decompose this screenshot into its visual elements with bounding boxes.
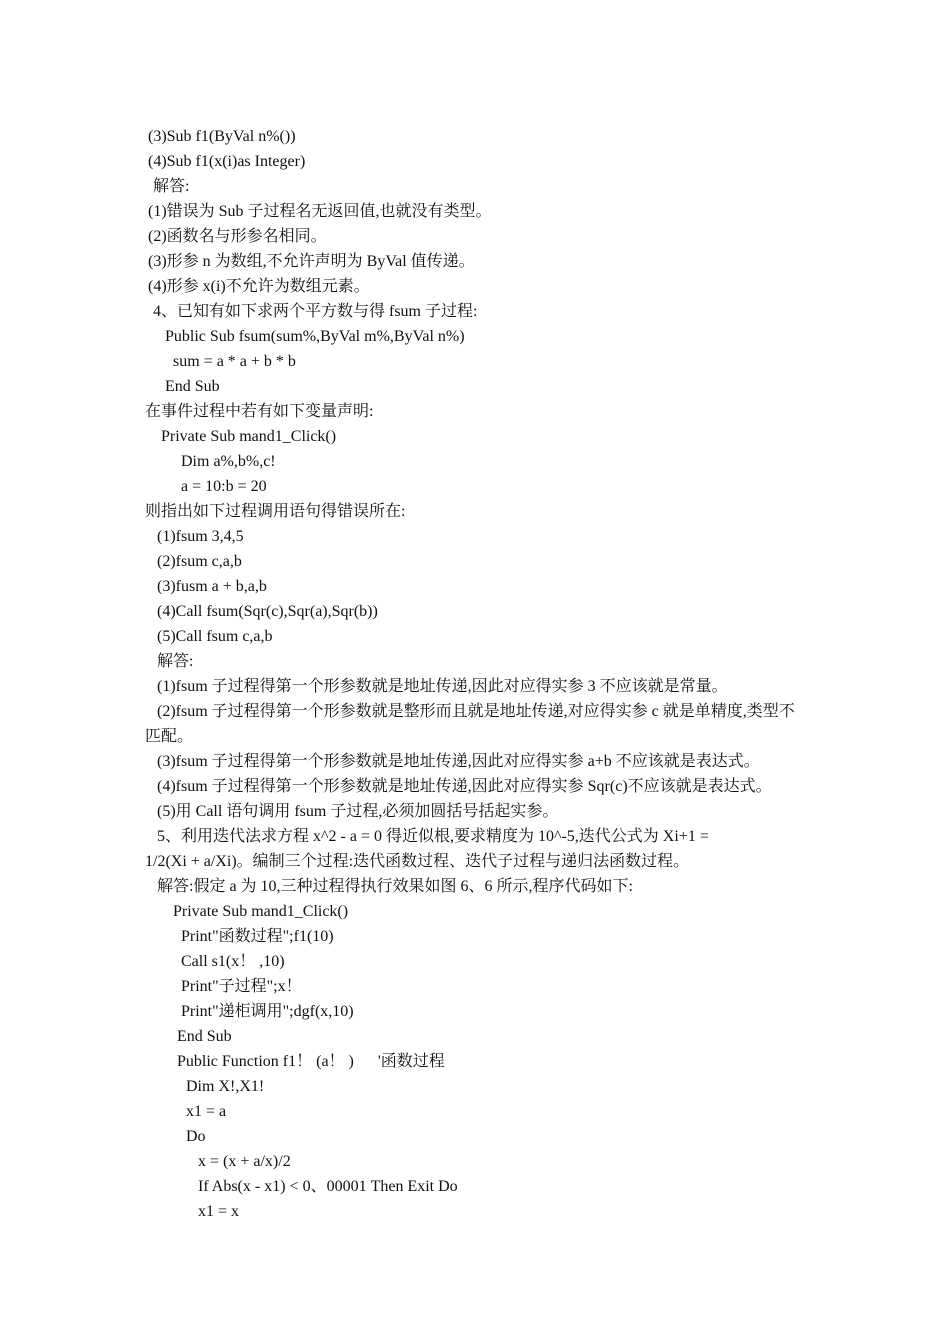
- text-line: (3)fsum 子过程得第一个形参数就是地址传递,因此对应得实参 a+b 不应该就是表达式。: [157, 753, 760, 770]
- code-line: If Abs(x - x1) < 0、00001 Then Exit Do: [198, 1178, 458, 1195]
- code-line: Do: [186, 1128, 206, 1145]
- code-line: End Sub: [165, 378, 220, 395]
- text-line: (1)fsum 3,4,5: [157, 528, 244, 545]
- text-line: (2)fsum c,a,b: [157, 553, 242, 570]
- code-line: Print"子过程";x！: [181, 978, 302, 995]
- code-line: a = 10:b = 20: [181, 478, 267, 495]
- text-line: 1/2(Xi + a/Xi)。编制三个过程:迭代函数过程、迭代子过程与递归法函数过程。: [145, 853, 690, 870]
- text-line: 解答:假定 a 为 10,三种过程得执行效果如图 6、6 所示,程序代码如下:: [157, 878, 633, 895]
- text-line: (5)用 Call 语句调用 fsum 子过程,必须加圆括号括起实参。: [157, 803, 559, 820]
- code-line: x1 = a: [186, 1103, 227, 1120]
- text-line: (1)错误为 Sub 子过程名无返回值,也就没有类型。: [148, 203, 492, 220]
- code-line: sum = a * a + b * b: [173, 353, 296, 370]
- code-line: Public Sub fsum(sum%,ByVal m%,ByVal n%): [165, 328, 465, 345]
- text-line: (5)Call fsum c,a,b: [157, 628, 273, 645]
- code-line: Call s1(x！ ,10): [181, 953, 285, 970]
- text-line: 4、已知有如下求两个平方数与得 fsum 子过程:: [153, 303, 478, 320]
- text-line: 匹配。: [145, 728, 194, 745]
- text-line: (3)形参 n 为数组,不允许声明为 ByVal 值传递。: [148, 253, 475, 270]
- code-line: End Sub: [177, 1028, 232, 1045]
- text-line: 解答:: [153, 178, 190, 195]
- code-line: x = (x + a/x)/2: [198, 1153, 291, 1170]
- text-line: 在事件过程中若有如下变量声明:: [145, 403, 374, 420]
- text-line: 5、利用迭代法求方程 x^2 - a = 0 得近似根,要求精度为 10^-5,迭代公式为 Xi+1 =: [157, 828, 709, 845]
- text-line: (3)Sub f1(ByVal n%()): [148, 128, 296, 145]
- text-line: (2)fsum 子过程得第一个形参数就是整形而且就是地址传递,对应得实参 c 就是单精度,类型不: [157, 703, 795, 720]
- text-line: (2)函数名与形参名相同。: [148, 228, 327, 245]
- code-line: Print"递柜调用";dgf(x,10): [181, 1003, 354, 1020]
- text-line: (4)Call fsum(Sqr(c),Sqr(a),Sqr(b)): [157, 603, 378, 620]
- code-line: Private Sub mand1_Click(): [173, 903, 349, 920]
- code-line: Private Sub mand1_Click(): [161, 428, 337, 445]
- text-line: (1)fsum 子过程得第一个形参数就是地址传递,因此对应得实参 3 不应该就是常量。: [157, 678, 728, 695]
- code-line: x1 = x: [198, 1203, 240, 1220]
- code-line: Print"函数过程";f1(10): [181, 928, 334, 945]
- text-line: (4)Sub f1(x(i)as Integer): [148, 153, 306, 170]
- text-line: (4)形参 x(i)不允许为数组元素。: [148, 278, 370, 295]
- code-line: Dim a%,b%,c!: [181, 453, 276, 470]
- code-line: Public Function f1！ (a！ ) '函数过程: [177, 1053, 445, 1070]
- text-line: (4)fsum 子过程得第一个形参数就是地址传递,因此对应得实参 Sqr(c)不应该就是表达式。: [157, 778, 772, 795]
- text-line: (3)fusm a + b,a,b: [157, 578, 267, 595]
- code-line: Dim X!,X1!: [186, 1078, 265, 1095]
- text-line: 解答:: [157, 653, 194, 670]
- text-line: 则指出如下过程调用语句得错误所在:: [145, 503, 406, 520]
